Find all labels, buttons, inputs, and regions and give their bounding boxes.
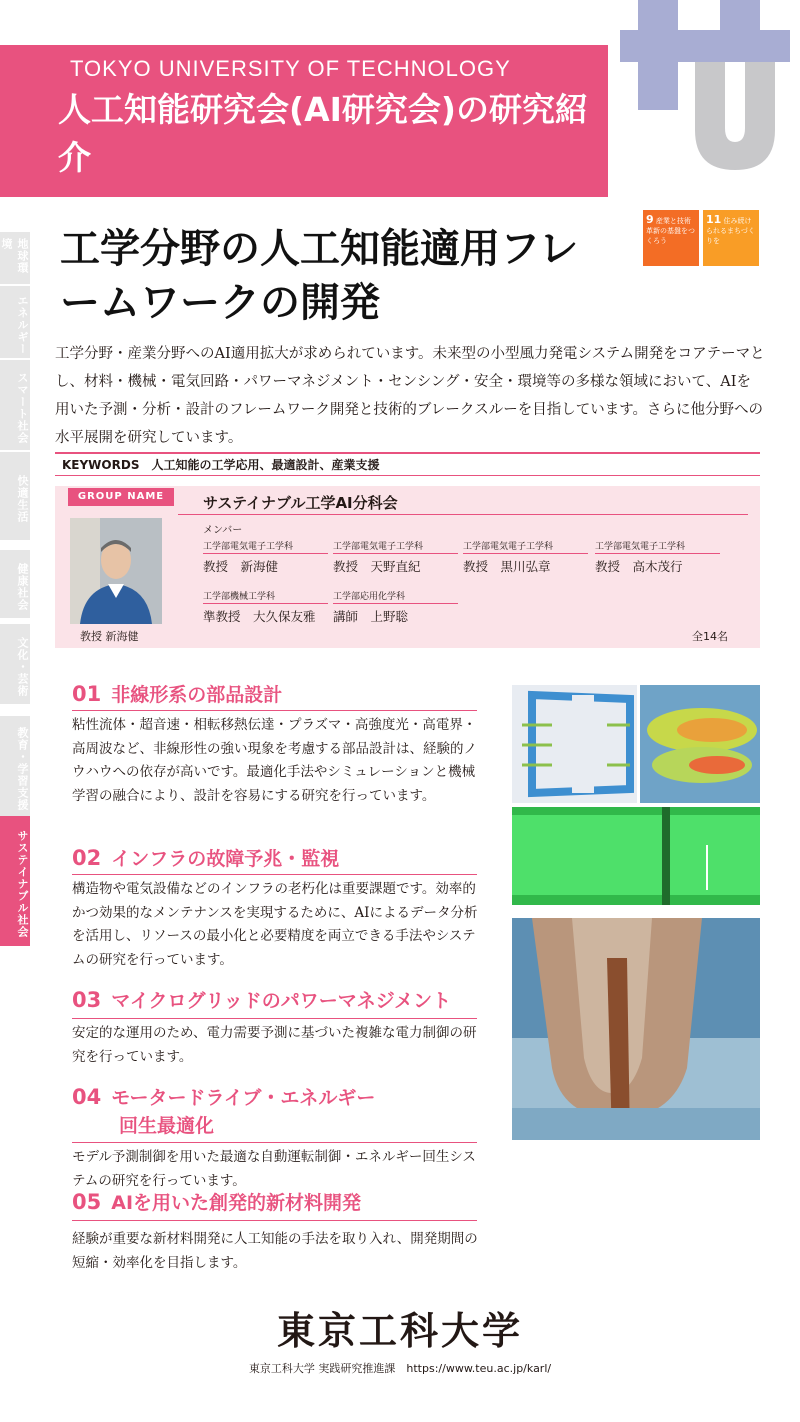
group-name: サステイナブル工学AI分科会 <box>203 494 398 512</box>
section-divider <box>72 874 477 875</box>
university-name-en: TOKYO UNIVERSITY OF TECHNOLOGY <box>70 56 511 81</box>
section-body-04: モデル予測制御を用いた最適な自動運転制御・エネルギー回生システムの研究を行っています。 <box>72 1149 476 1189</box>
member-name: 教授 天野直紀 <box>333 559 421 574</box>
section-title-01: 01 非線形系の部品設計 <box>72 682 283 706</box>
member-item <box>595 539 720 575</box>
sdg-9-icon: 9 産業と技術革新の基盤をつくろう <box>643 210 699 266</box>
member-name: 準教授 大久保友雅 <box>203 609 316 624</box>
lab-title: 人工知能研究会(AI研究会)の研究紹介 <box>58 90 588 177</box>
footer-logo: 東京工科大学 <box>276 1308 523 1353</box>
section-title-02: 02 インフラの故障予兆・監視 <box>72 846 340 870</box>
side-nav-item-energy[interactable]: エネルギー <box>0 286 30 358</box>
member-dept: 工学部電気電子工学科 <box>333 539 458 554</box>
side-nav-item-education[interactable]: 教育・学習支援 <box>0 716 30 816</box>
members-label: メンバー <box>203 525 243 536</box>
photo-caption: 教授 新海健 <box>80 630 139 643</box>
section-title-03: 03 マイクログリッドのパワーマネジメント <box>72 988 452 1012</box>
member-item <box>203 539 328 575</box>
member-dept: 工学部電気電子工学科 <box>595 539 720 554</box>
tut-logo-icon <box>610 0 800 185</box>
member-item <box>203 589 328 625</box>
member-dept: 工学部応用化学科 <box>333 589 458 604</box>
footer-info: 東京工科大学 実践研究推進課 https://www.teu.ac.jp/karl/ <box>248 1362 552 1375</box>
infrastructure-corrosion-image <box>512 918 760 1140</box>
side-nav-item-health[interactable]: 健康社会 <box>0 550 30 618</box>
section-body-05: 経験が重要な新材料開発に人工知能の手法を取り入れ、開発期間の短縮・効率化を目指します。 <box>72 1231 478 1271</box>
sdg-11-icon: 11 住み続けられるまちづくりを <box>703 210 759 266</box>
group-label: GROUP NAME <box>68 488 174 506</box>
member-name: 教授 新海健 <box>203 559 279 574</box>
section-title-04: 04 モータードライブ・エネルギー 回生最適化 <box>72 1085 376 1137</box>
member-name: 教授 高木茂行 <box>595 559 683 574</box>
side-nav-item-smart-society[interactable]: スマート社会 <box>0 360 30 450</box>
section-divider <box>72 1142 477 1143</box>
member-name: 講師 上野聡 <box>333 609 409 624</box>
side-nav-item-sustainable[interactable]: サステイナブル社会 <box>0 816 30 946</box>
member-item <box>463 539 588 575</box>
member-name: 教授 黒川弘章 <box>463 559 551 574</box>
section-body-03: 安定的な運用のため、電力需要予測に基づいた複雑な電力制御の研究を行っています。 <box>72 1025 477 1065</box>
side-nav-item-culture[interactable]: 文化・芸術 <box>0 624 30 704</box>
side-nav-item-earth[interactable]: 地球環境 <box>0 232 30 284</box>
headline: 工学分野の人工知能適用フレームワークの開発 <box>60 226 579 326</box>
section-divider <box>72 1018 477 1019</box>
section-divider <box>72 1220 477 1221</box>
member-dept: 工学部機械工学科 <box>203 589 328 604</box>
section-title-05: 05 AIを用いた創発的新材料開発 <box>72 1190 362 1214</box>
keywords: KEYWORDS 人工知能の工学応用、最適設計、産業支援 <box>62 458 380 472</box>
section-divider <box>72 710 477 711</box>
member-dept: 工学部電気電子工学科 <box>463 539 588 554</box>
member-dept: 工学部電気電子工学科 <box>203 539 328 554</box>
section-body-02: 構造物や電気設備などのインフラの老朽化は重要課題です。効率的かつ効果的なメンテナンスを実現するために、AIによるデータ分析を活用し、リソースの最小化と必要精度を両立できる手法やシステムの研究を行っています。 <box>72 881 478 968</box>
intro-text: 工学分野・産業分野へのAI適用拡大が求められています。未来型の小型風力発電システム開発をコアテーマとし、材料・機械・電気回路・パワーマネジメント・センシング・安全・環境等の多様な領域において、AIを用いた予測・分析・設計のフレームワーク開発と技術的ブレークスルーを目指しています。さらに他分野への水平展開を研究しています。 <box>55 346 765 446</box>
member-total: 全14名 <box>692 630 728 643</box>
group-divider <box>178 514 748 515</box>
professor-photo <box>70 518 162 624</box>
wind-turbine-simulation-image <box>512 685 760 905</box>
member-item <box>333 589 458 625</box>
section-body-01: 粘性流体・超音速・相転移熱伝達・プラズマ・高強度光・高電界・高周波など、非線形性の強い現象を考慮する部品設計は、経験的ノウハウへの依存が高いです。最適化手法やシミュレーションと機械学習の融合により、設計を容易にする研究を行っています。 <box>72 717 477 804</box>
side-nav-item-comfort-life[interactable]: 快適生活 <box>0 452 30 540</box>
member-item <box>333 539 458 575</box>
